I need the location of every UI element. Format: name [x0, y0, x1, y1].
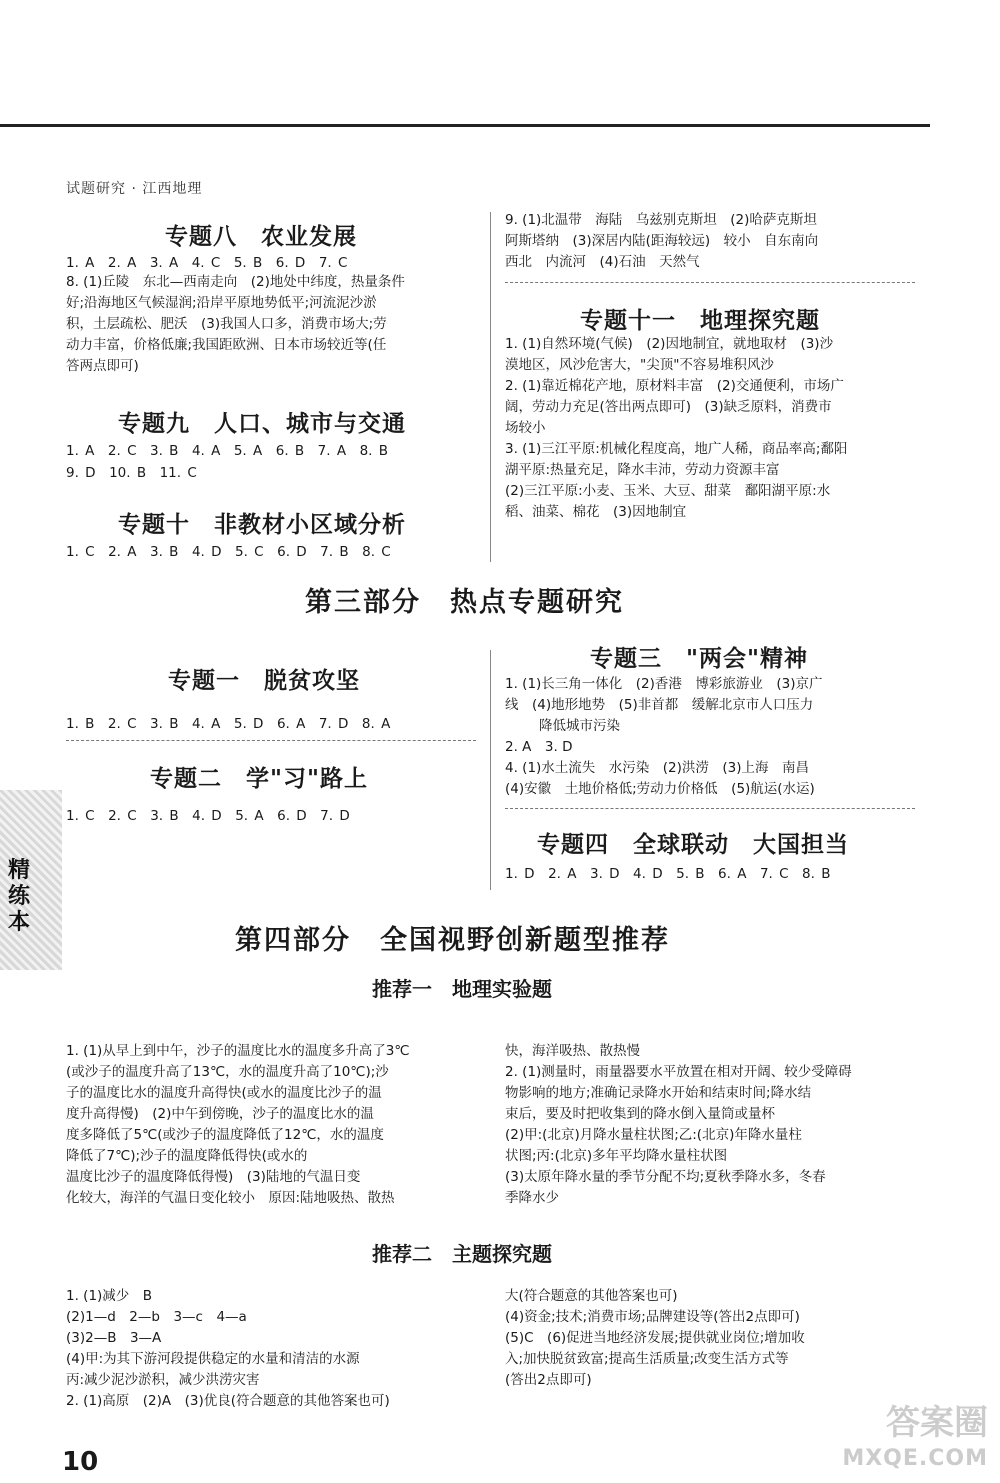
- text-line: 度多降低了5℃(或沙子的温度降低了12℃，水的温度: [66, 1127, 384, 1143]
- topic-11-title: 专题十一 地理探究题: [580, 308, 820, 334]
- text-line: (5)C (6)促进当地经济发展;提供就业岗位;增加收: [505, 1330, 805, 1346]
- text-line: 状图;丙:(北京)多年平均降水量柱状图: [505, 1148, 728, 1164]
- text-line: 丙:减少泥沙淤积，减少洪涝灾害: [66, 1372, 260, 1388]
- text-line: 好;沿海地区气候湿润;沿岸平原地势低平;河流泥沙淤: [66, 295, 377, 311]
- text-line: 漠地区，风沙危害大，"尖顶"不容易堆积风沙: [505, 357, 774, 373]
- part3-topic-3-body: [505, 674, 823, 800]
- text-line: 线 (4)地形地势 (5)非首都 缓解北京市人口压力: [505, 697, 814, 713]
- text-line: 2. (1)靠近棉花产地，原材料丰富 (2)交通便利，市场广: [505, 378, 844, 394]
- recommend-2-title: 推荐二 主题探究题: [372, 1242, 552, 1266]
- text-line: 1. (1)长三角一体化 (2)香港 博彩旅游业 (3)京广: [505, 676, 823, 692]
- text-line: 3. (1)三江平原:机械化程度高，地广人稀，商品率高;鄱阳: [505, 441, 848, 457]
- topic-10-title: 专题十 非教材小区域分析: [118, 512, 406, 538]
- text-line: 动力丰富，价格低廉;我国距欧洲、日本市场较近等(任: [66, 337, 387, 353]
- text-line: (2)1—d 2—b 3—c 4—a: [66, 1309, 247, 1325]
- text-line: 子的温度比水的温度升高得快(或水的温度比沙子的温: [66, 1085, 382, 1101]
- text-line: (3)2—B 3—A: [66, 1330, 162, 1346]
- part3-topic-2-title: 专题二 学"习"路上: [150, 766, 368, 792]
- topic-9-answers-2: 9. D 10. B 11. C: [66, 465, 197, 481]
- column-divider: [490, 650, 491, 890]
- topic-10-q9: [505, 210, 818, 273]
- topic-8-q8: [66, 272, 405, 377]
- text-line: 入;加快脱贫致富;提高生活质量;改变生活方式等: [505, 1351, 789, 1367]
- topic-8-answers: 1. A 2. A 3. A 4. C 5. B 6. D 7. C: [66, 255, 348, 271]
- text-line: 1. (1)从早上到中午，沙子的温度比水的温度多升高了3℃: [66, 1043, 410, 1059]
- text-line: (4)资金;技术;消费市场;品牌建设等(答出2点即可): [505, 1309, 800, 1325]
- text-line: 1. (1)减少 B: [66, 1288, 153, 1304]
- text-line: 降低城市污染: [539, 718, 620, 734]
- part3-topic-2-answers: 1. C 2. C 3. B 4. D 5. A 6. D 7. D: [66, 808, 350, 824]
- header-rule: [0, 124, 930, 127]
- section-divider: [505, 282, 915, 283]
- text-line: 场较小: [505, 420, 546, 436]
- text-line: 2. A 3. D: [505, 739, 573, 755]
- text-line: 物影响的地方;准确记录降水开始和结束时间;降水结: [505, 1085, 812, 1101]
- text-line: 湖平原:热量充足，降水丰沛，劳动力资源丰富: [505, 462, 780, 478]
- part3-topic-3-title: 专题三 "两会"精神: [590, 646, 808, 672]
- text-line: 温度比沙子的温度降低得慢) (3)陆地的气温日变: [66, 1169, 361, 1185]
- text-line: (答出2点即可): [505, 1372, 592, 1388]
- part3-topic-1-answers: 1. B 2. C 3. B 4. A 5. D 6. A 7. D 8. A: [66, 716, 391, 732]
- part3-topic-4-title: 专题四 全球联动 大国担当: [537, 832, 849, 858]
- topic-9-title: 专题九 人口、城市与交通: [118, 411, 406, 437]
- text-line: 季降水少: [505, 1190, 559, 1206]
- recommend-1-right: [505, 1041, 852, 1209]
- text-line: 8. (1)丘陵 东北—西南走向 (2)地处中纬度，热量条件: [66, 274, 405, 290]
- text-line: 2. (1)高原 (2)A (3)优良(符合题意的其他答案也可): [66, 1393, 390, 1409]
- text-line: 稻、油菜、棉花 (3)因地制宜: [505, 504, 687, 520]
- text-line: (或沙子的温度升高了13℃，水的温度升高了10℃);沙: [66, 1064, 389, 1080]
- recommend-2-left: [66, 1286, 390, 1412]
- topic-11-body: [505, 334, 847, 523]
- text-line: 快，海洋吸热、散热慢: [505, 1043, 640, 1059]
- text-line: 度升高得慢) (2)中午到傍晚，沙子的温度比水的温: [66, 1106, 374, 1122]
- page-number: 10: [62, 1447, 99, 1477]
- text-line: (4)安徽 土地价格低;劳动力价格低 (5)航运(水运): [505, 781, 815, 797]
- recommend-2-right: [505, 1286, 805, 1391]
- text-line: (3)太原年降水量的季节分配不均;夏秋季降水多，冬春: [505, 1169, 826, 1185]
- topic-9-answers-1: 1. A 2. C 3. B 4. A 5. A 6. B 7. A 8. B: [66, 443, 389, 459]
- section-divider: [505, 808, 915, 809]
- side-tab-label: 精练本: [8, 858, 31, 935]
- text-line: 答两点即可): [66, 358, 139, 374]
- text-line: 化较大，海洋的气温日变化较小 原因:陆地吸热、散热: [66, 1190, 395, 1206]
- watermark-logo: [842, 1405, 988, 1477]
- column-divider: [490, 212, 491, 562]
- watermark-text: 答案圈: [886, 1403, 988, 1443]
- text-line: 大(符合题意的其他答案也可): [505, 1288, 678, 1304]
- text-line: 9. (1)北温带 海陆 乌兹别克斯坦 (2)哈萨克斯坦: [505, 212, 817, 228]
- text-line: 积，土层疏松、肥沃 (3)我国人口多，消费市场大;劳: [66, 316, 387, 332]
- text-line: 西北 内流河 (4)石油 天然气: [505, 254, 700, 270]
- text-line: 阔，劳动力充足(答出两点即可) (3)缺乏原料，消费市: [505, 399, 832, 415]
- recommend-1-title: 推荐一 地理实验题: [372, 977, 552, 1001]
- running-header: 试题研究 · 江西地理: [66, 181, 203, 197]
- part3-topic-1-title: 专题一 脱贫攻坚: [168, 668, 360, 694]
- text-line: 降低了7℃);沙子的温度降低得快(或水的: [66, 1148, 308, 1164]
- part3-topic-4-answers: 1. D 2. A 3. D 4. D 5. B 6. A 7. C 8. B: [505, 866, 831, 882]
- text-line: 1. (1)自然环境(气候) (2)因地制宜，就地取材 (3)沙: [505, 336, 834, 352]
- text-line: 2. (1)测量时，雨量器要水平放置在相对开阔、较少受障碍: [505, 1064, 852, 1080]
- text-line: 阿斯塔纳 (3)深居内陆(距海较远) 较小 自东南向: [505, 233, 819, 249]
- text-line: 4. (1)水土流失 水污染 (2)洪涝 (3)上海 南昌: [505, 760, 810, 776]
- watermark-url: MXQE.COM: [842, 1446, 988, 1471]
- text-line: (2)三江平原:小麦、玉米、大豆、甜菜 鄱阳湖平原:水: [505, 483, 831, 499]
- part-4-title: 第四部分 全国视野创新题型推荐: [235, 925, 670, 956]
- topic-10-answers: 1. C 2. A 3. B 4. D 5. C 6. D 7. B 8. C: [66, 544, 391, 560]
- recommend-1-left: [66, 1041, 410, 1209]
- section-divider: [66, 740, 476, 741]
- text-line: 束后，要及时把收集到的降水倒入量筒或量杯: [505, 1106, 775, 1122]
- topic-8-title: 专题八 农业发展: [165, 224, 357, 250]
- text-line: (2)甲:(北京)月降水量柱状图;乙:(北京)年降水量柱: [505, 1127, 802, 1143]
- part-3-title: 第三部分 热点专题研究: [305, 587, 624, 618]
- text-line: (4)甲:为其下游河段提供稳定的水量和清洁的水源: [66, 1351, 360, 1367]
